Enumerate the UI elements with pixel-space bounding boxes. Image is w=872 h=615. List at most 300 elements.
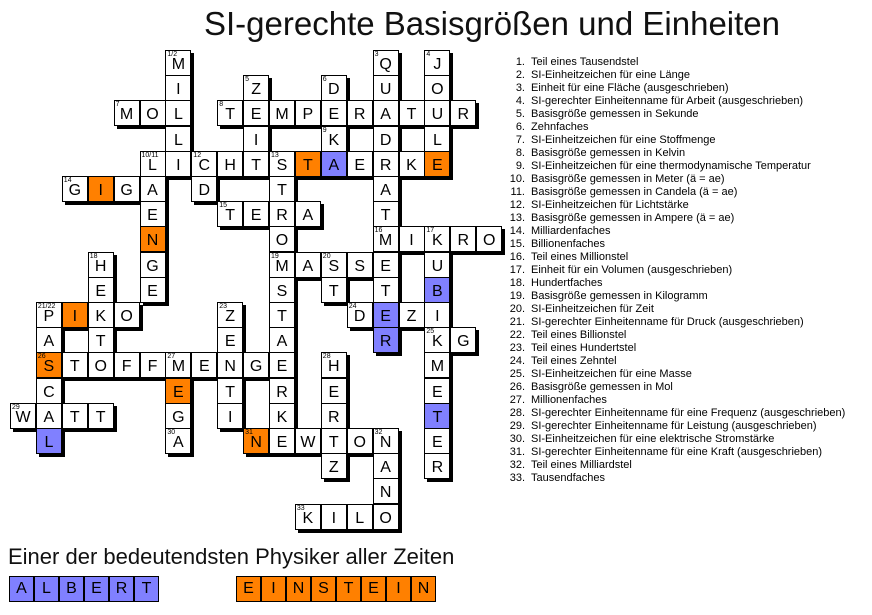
grid-cell[interactable] (321, 151, 347, 177)
grid-cell[interactable] (36, 352, 62, 378)
solution-cell[interactable]: R (109, 576, 134, 602)
grid-cell[interactable] (243, 151, 269, 177)
grid-cell[interactable] (88, 327, 114, 353)
grid-cell[interactable] (295, 201, 321, 227)
grid-cell[interactable] (88, 277, 114, 303)
cell-letter: O (431, 81, 444, 99)
clue-item-number: 29. (509, 420, 525, 432)
solution-cell[interactable]: A (9, 576, 34, 602)
grid-cell[interactable] (373, 176, 399, 202)
grid-cell[interactable] (217, 100, 243, 126)
grid-cell[interactable] (165, 100, 191, 126)
clue-item-text: Billionenfaches (531, 238, 605, 250)
grid-cell[interactable] (424, 277, 450, 303)
clue-item (497, 368, 869, 381)
cell-letter: A (380, 106, 391, 124)
cell-letter: O (94, 358, 107, 376)
cell-letter: I (176, 156, 181, 174)
cell-letter: G (146, 257, 159, 275)
grid-cell[interactable] (373, 201, 399, 227)
grid-cell[interactable] (243, 100, 269, 126)
grid-cell[interactable] (62, 302, 88, 328)
cell-letter: N (224, 358, 236, 376)
cell-letter: M (430, 358, 445, 376)
clue-item-text: Teil eines Zehntel (531, 355, 617, 367)
solution-cell[interactable]: T (336, 576, 361, 602)
clue-item (497, 277, 869, 290)
grid-cell[interactable] (295, 252, 321, 278)
grid-cell[interactable] (295, 428, 321, 454)
clue-item-text: SI-Einheitzeichen für eine thermodynamische Temperatur (531, 160, 811, 172)
cell-letter: R (379, 156, 392, 174)
cell-letter: E (198, 358, 210, 376)
cell-letter: M (119, 106, 134, 124)
grid-cell[interactable] (269, 428, 295, 454)
cell-letter: P (302, 106, 314, 124)
clue-item-text: SI-Einheitzeichen für eine Stoffmenge (531, 134, 716, 146)
cell-letter: S (276, 282, 288, 300)
grid-cell[interactable] (269, 327, 295, 353)
cell-letter: D (379, 131, 392, 149)
clue-item (497, 212, 869, 225)
grid-cell[interactable] (373, 126, 399, 152)
cell-letter: D (198, 182, 211, 199)
clue-item (497, 160, 869, 173)
clue-item-number: 10. (509, 173, 525, 185)
cell-letter: J (433, 56, 442, 73)
clue-item-number: 7. (515, 134, 525, 146)
solution-cell[interactable]: N (411, 576, 436, 602)
cell-letter: R (328, 408, 340, 426)
grid-cell[interactable] (399, 302, 425, 328)
clue-item (497, 251, 869, 264)
grid-cell[interactable] (321, 126, 347, 152)
clue-item (497, 342, 869, 355)
cell-letter: E (173, 383, 184, 401)
solution-cell[interactable]: E (361, 576, 386, 602)
grid-cell[interactable] (165, 126, 191, 152)
cell-letter: R (379, 333, 392, 351)
grid-cell[interactable] (62, 403, 88, 429)
cell-letter: T (380, 282, 391, 300)
page-title: SI-gerechte Basisgrößen und Einheiten (204, 5, 781, 42)
clue-item-text: Tausendfaches (531, 472, 605, 484)
clue-item (497, 134, 869, 147)
clue-item (497, 407, 869, 420)
cell-letter: N (379, 484, 392, 502)
grid-cell[interactable] (165, 428, 191, 454)
clue-item-number: 19. (509, 290, 525, 302)
clue-item-text: Basisgröße gemessen in Mol (531, 381, 673, 393)
grid-cell[interactable] (424, 453, 450, 479)
clue-item (497, 459, 869, 472)
grid-cell[interactable] (191, 352, 217, 378)
grid-cell[interactable] (140, 176, 166, 202)
grid-cell[interactable] (88, 252, 114, 278)
grid-cell[interactable] (321, 403, 347, 429)
clue-number: 20 (322, 252, 331, 260)
clue-item-text: Basisgröße gemessen in Ampere (ä = ae) (531, 212, 735, 224)
clue-number: 10/11 (141, 151, 159, 159)
grid-cell[interactable] (243, 75, 269, 101)
clue-item-number: 6. (515, 121, 525, 133)
cell-letter: T (69, 358, 80, 376)
cell-letter: E (250, 106, 262, 124)
clue-item-number: 31. (509, 446, 525, 458)
solution-cell[interactable]: I (386, 576, 411, 602)
cell-letter: P (43, 308, 55, 325)
grid-cell[interactable] (88, 403, 114, 429)
grid-cell[interactable] (269, 100, 295, 126)
grid-cell[interactable] (424, 50, 450, 76)
clue-item-text: Teil eines Hundertstel (531, 342, 637, 354)
cell-letter: S (354, 257, 366, 275)
cell-letter: L (432, 131, 442, 149)
grid-cell[interactable] (450, 327, 476, 353)
grid-cell[interactable] (399, 151, 425, 177)
cell-letter: R (431, 459, 444, 477)
grid-cell[interactable] (321, 453, 347, 479)
clue-item-text: SI-Einheitzeichen für eine elektrische Stromstärke (531, 433, 775, 445)
grid-cell[interactable] (347, 302, 373, 328)
clue-item-text: SI-Einheitzeichen für eine Länge (531, 69, 690, 81)
grid-cell[interactable] (373, 252, 399, 278)
solution-cell[interactable]: T (134, 576, 159, 602)
cell-letter: Z (328, 459, 339, 477)
clue-item-number: 11. (510, 186, 525, 198)
cell-letter: E (328, 106, 340, 124)
cell-letter: A (147, 182, 158, 199)
cell-letter: R (457, 106, 470, 124)
grid-cell[interactable] (347, 428, 373, 454)
grid-cell[interactable] (140, 277, 166, 303)
grid-cell[interactable] (399, 226, 425, 252)
clue-item-text: Hundertfaches (531, 277, 603, 289)
cell-letter: M (378, 232, 393, 250)
cell-letter: R (353, 106, 366, 124)
clue-item-number: 9. (515, 160, 525, 172)
grid-cell[interactable] (424, 352, 450, 378)
clue-item-text: Basisgröße gemessen in Meter (ä = ae) (531, 173, 725, 185)
grid-cell[interactable] (140, 100, 166, 126)
grid-cell[interactable] (321, 75, 347, 101)
cell-letter: E (276, 434, 288, 451)
cell-letter: D (328, 81, 340, 99)
grid-cell[interactable] (140, 151, 166, 177)
grid-cell[interactable] (140, 252, 166, 278)
clue-number: 3 (374, 51, 379, 58)
cell-letter: I (409, 232, 414, 250)
grid-cell[interactable] (36, 428, 62, 454)
grid-cell[interactable] (347, 100, 373, 126)
cell-letter: M (275, 106, 289, 124)
grid-cell[interactable] (165, 151, 191, 177)
clue-item-number: 27. (509, 394, 525, 406)
clue-number: 32 (374, 429, 383, 436)
solution-cell[interactable]: E (236, 576, 261, 602)
grid-cell[interactable] (373, 100, 399, 126)
grid-cell[interactable] (424, 75, 450, 101)
grid-cell[interactable] (373, 75, 399, 101)
grid-cell[interactable] (321, 100, 347, 126)
cell-letter: L (355, 509, 365, 527)
cell-letter: T (380, 207, 391, 225)
cell-letter: A (43, 333, 55, 351)
grid-cell[interactable] (62, 352, 88, 378)
grid-cell[interactable] (269, 252, 295, 278)
grid-cell[interactable] (450, 226, 476, 252)
cell-letter: K (406, 156, 417, 174)
grid-cell[interactable] (321, 352, 347, 378)
clue-item-text: SI-gerechter Einheitenname für eine Frequenz (ausgeschrieben) (531, 407, 846, 419)
grid-cell[interactable] (269, 201, 295, 227)
grid-cell[interactable] (217, 327, 243, 353)
clue-item (497, 420, 869, 433)
clue-item (497, 381, 869, 394)
solution-cell[interactable]: B (59, 576, 84, 602)
solution-cell[interactable]: E (84, 576, 109, 602)
clue-item-number: 32. (509, 459, 525, 471)
clue-item (497, 290, 869, 303)
grid-cell[interactable] (191, 151, 217, 177)
grid-cell[interactable] (36, 327, 62, 353)
grid-cell[interactable] (140, 352, 166, 378)
grid-cell[interactable] (114, 100, 140, 126)
cell-letter: I (253, 131, 259, 149)
cell-letter: S (328, 257, 340, 275)
cell-letter: Z (225, 308, 236, 325)
clue-item (497, 303, 869, 316)
cell-letter: I (435, 308, 440, 325)
grid-cell[interactable] (269, 151, 295, 177)
grid-cell[interactable] (217, 378, 243, 404)
grid-cell[interactable] (321, 378, 347, 404)
grid-cell[interactable] (373, 504, 399, 530)
grid-cell[interactable] (217, 201, 243, 227)
clue-item-text: SI-gerechter Einheitenname für Leistung (ausgeschrieben) (531, 420, 817, 432)
grid-cell[interactable] (217, 302, 243, 328)
grid-cell[interactable] (114, 302, 140, 328)
cell-letter: H (224, 156, 236, 174)
clue-number: 9 (322, 126, 327, 134)
grid-cell[interactable] (295, 151, 321, 177)
clue-item-number: 33. (509, 472, 525, 484)
clue-item-number: 15. (509, 238, 525, 250)
clue-number: 13 (271, 151, 279, 159)
grid-cell[interactable] (10, 403, 36, 429)
cell-letter: T (328, 434, 339, 451)
grid-cell[interactable] (347, 151, 373, 177)
solution-cell[interactable]: I (261, 576, 286, 602)
grid-cell[interactable] (424, 403, 450, 429)
cell-letter: E (147, 207, 158, 225)
grid-cell[interactable] (88, 352, 114, 378)
cell-letter: O (353, 434, 366, 451)
grid-cell[interactable] (191, 176, 217, 202)
clue-item (497, 355, 869, 368)
clue-item-number: 25. (509, 368, 525, 380)
cell-letter: O (482, 232, 496, 250)
grid-cell[interactable] (424, 100, 450, 126)
cell-letter: K (276, 408, 288, 426)
cell-letter: L (173, 106, 183, 124)
solution-question: Einer der bedeutendsten Physiker aller Zeiten (8, 544, 455, 569)
grid-cell[interactable] (373, 478, 399, 504)
cell-letter: T (95, 408, 106, 426)
cell-letter: O (275, 232, 289, 250)
grid-cell[interactable] (347, 252, 373, 278)
grid-cell[interactable] (36, 378, 62, 404)
grid-cell[interactable] (269, 403, 295, 429)
grid-cell[interactable] (165, 75, 191, 101)
grid-cell[interactable] (373, 453, 399, 479)
clue-item-text: SI-gerechter Einheitenname für Druck (ausgeschrieben) (531, 316, 804, 328)
cell-letter: E (432, 434, 443, 451)
clue-item-number: 28. (509, 407, 525, 419)
cell-letter: T (251, 156, 261, 174)
cell-letter: C (43, 383, 55, 401)
grid-cell[interactable] (399, 100, 425, 126)
cell-letter: T (432, 408, 443, 426)
cell-letter: W (300, 434, 316, 451)
grid-cell[interactable] (321, 277, 347, 303)
clue-number: 1/2 (167, 51, 178, 58)
grid-cell[interactable] (373, 50, 399, 76)
grid-cell[interactable] (165, 50, 191, 76)
cell-letter: A (276, 333, 288, 351)
cell-letter: R (457, 232, 470, 250)
cell-letter: R (276, 207, 288, 225)
grid-cell[interactable] (217, 352, 243, 378)
grid-cell[interactable] (114, 176, 140, 202)
grid-cell[interactable] (62, 176, 88, 202)
cell-letter: U (379, 81, 392, 99)
clue-item-number: 18. (509, 277, 525, 289)
grid-cell[interactable] (140, 201, 166, 227)
cell-letter: T (406, 106, 417, 124)
grid-cell[interactable] (165, 403, 191, 429)
clue-number: 21/22 (37, 303, 56, 310)
grid-cell[interactable] (269, 226, 295, 252)
clue-item (497, 446, 869, 459)
cell-letter: S (43, 358, 55, 376)
grid-cell[interactable] (424, 327, 450, 353)
grid-cell[interactable] (295, 504, 321, 530)
clue-item-text: Einheit für ein Volumen (ausgeschrieben) (531, 264, 733, 276)
cell-letter: E (432, 383, 443, 401)
clue-number: 16 (374, 227, 383, 235)
clue-item-number: 24. (509, 355, 525, 367)
grid-cell[interactable] (269, 302, 295, 328)
grid-cell[interactable] (424, 428, 450, 454)
grid-cell[interactable] (217, 151, 243, 177)
grid-cell[interactable] (424, 151, 450, 177)
grid-cell[interactable] (88, 176, 114, 202)
grid-cell[interactable] (217, 403, 243, 429)
cell-letter: E (250, 207, 262, 225)
cell-letter: A (43, 408, 55, 426)
cell-letter: G (172, 408, 185, 426)
grid-cell[interactable] (165, 378, 191, 404)
clue-number: 29 (12, 403, 20, 411)
cell-letter: A (173, 434, 184, 451)
grid-cell[interactable] (321, 428, 347, 454)
grid-cell[interactable] (450, 100, 476, 126)
cell-letter: N (250, 434, 262, 451)
cell-letter: S (276, 156, 288, 174)
grid-cell[interactable] (269, 277, 295, 303)
grid-cell[interactable] (373, 151, 399, 177)
grid-cell[interactable] (243, 352, 269, 378)
grid-cell[interactable] (424, 126, 450, 152)
solution-cell[interactable]: L (34, 576, 59, 602)
grid-cell[interactable] (243, 126, 269, 152)
grid-cell[interactable] (373, 226, 399, 252)
clue-item-text: Teil eines Billionstel (531, 329, 627, 341)
cell-letter: E (224, 333, 236, 351)
grid-cell[interactable] (373, 327, 399, 353)
cell-letter: E (328, 383, 340, 401)
grid-cell[interactable] (269, 176, 295, 202)
clue-number: 33 (296, 504, 305, 512)
cell-letter: T (277, 308, 287, 325)
grid-cell[interactable] (424, 378, 450, 404)
grid-cell[interactable] (243, 201, 269, 227)
cell-letter: I (331, 509, 337, 527)
clue-item-number: 12. (509, 199, 525, 211)
grid-cell[interactable] (36, 302, 62, 328)
cell-letter: T (277, 182, 287, 199)
clue-item-number: 30. (509, 433, 525, 445)
clue-item-number: 23. (509, 342, 525, 354)
grid-cell[interactable] (321, 252, 347, 278)
cell-letter: M (275, 257, 289, 275)
grid-cell[interactable] (321, 504, 347, 530)
grid-cell[interactable] (114, 352, 140, 378)
grid-cell[interactable] (88, 302, 114, 328)
grid-cell[interactable] (243, 428, 269, 454)
grid-cell[interactable] (36, 403, 62, 429)
clue-item (497, 238, 869, 251)
grid-cell[interactable] (373, 428, 399, 454)
cell-letter: E (95, 282, 107, 300)
cell-letter: F (147, 358, 158, 376)
cell-letter: E (380, 257, 391, 275)
clue-item-text: SI-Einheitzeichen für Zeit (531, 303, 654, 315)
solution-cell[interactable]: N (286, 576, 311, 602)
grid-cell[interactable] (295, 100, 321, 126)
clue-item-number: 2. (515, 69, 525, 81)
cell-letter: E (276, 358, 288, 376)
grid-cell[interactable] (165, 352, 191, 378)
grid-cell[interactable] (269, 378, 295, 404)
grid-cell[interactable] (424, 226, 450, 252)
clue-item (497, 199, 869, 212)
clue-item (497, 472, 869, 485)
clue-number: 19 (271, 252, 279, 260)
grid-cell[interactable] (424, 302, 450, 328)
clue-number: 12 (193, 151, 202, 159)
grid-cell[interactable] (269, 352, 295, 378)
grid-cell[interactable] (140, 226, 166, 252)
grid-cell[interactable] (373, 302, 399, 328)
grid-cell[interactable] (373, 277, 399, 303)
grid-cell[interactable] (424, 252, 450, 278)
grid-cell[interactable] (347, 504, 373, 530)
clue-item (497, 121, 869, 134)
solution-cell[interactable]: S (311, 576, 336, 602)
cell-letter: I (176, 81, 181, 99)
